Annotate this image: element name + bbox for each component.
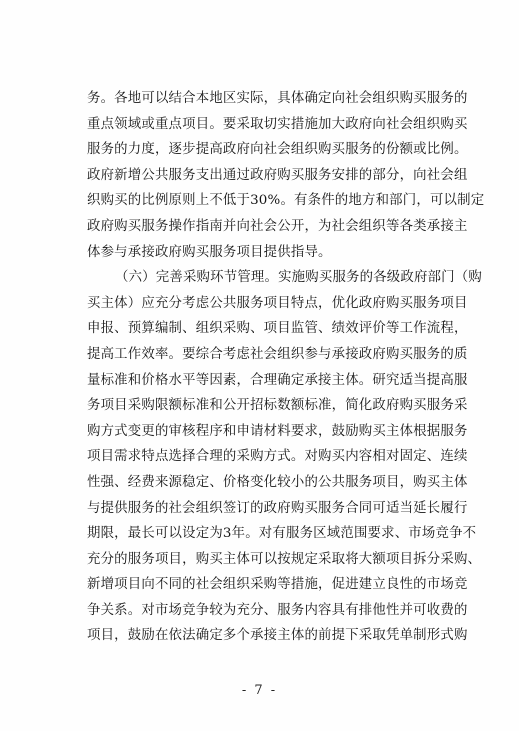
text-line: 提高工作效率。要综合考虑社会组织参与承接政府购买服务的质 xyxy=(87,346,468,362)
text-line: 重点领域或重点项目。要采取切实措施加大政府向社会组织购买 xyxy=(87,116,468,132)
section-heading-line: （六）完善采购环节管理。实施购买服务的各级政府部门（购 xyxy=(115,270,482,286)
text-line: 买主体）应充分考虑公共服务项目特点，优化政府购买服务项目 xyxy=(87,295,468,311)
text-line: 服务的力度，逐步提高政府向社会组织购买服务的份额或比例。 xyxy=(87,142,468,158)
text-line: 性强、经费来源稳定、价格变化较小的公共服务项目，购买主体 xyxy=(87,474,468,490)
text-line: 项目，鼓励在依法确定多个承接主体的前提下采取凭单制形式购 xyxy=(87,628,468,644)
text-line: 申报、预算编制、组织采购、项目监管、绩效评价等工作流程， xyxy=(87,321,468,337)
text-line: 充分的服务项目，购买主体可以按规定采取将大额项目拆分采购、 xyxy=(87,551,482,567)
body-text xyxy=(87,86,485,649)
text-line: 政府新增公共服务支出通过政府购买服务安排的部分，向社会组 xyxy=(87,167,468,183)
text-line: 织购买的比例原则上不低于30%。有条件的地方和部门，可以制定 xyxy=(87,193,485,209)
text-line: 购方式变更的审核程序和申请材料要求，鼓励购买主体根据服务 xyxy=(87,423,468,439)
text-line: 政府购买服务操作指南并向社会公开，为社会组织等各类承接主 xyxy=(87,218,468,234)
text-line: 量标准和价格水平等因素，合理确定承接主体。研究适当提高服 xyxy=(87,372,468,388)
text-line: 务项目采购限额标准和公开招标数额标准，简化政府购买服务采 xyxy=(87,398,468,414)
text-line: 新增项目向不同的社会组织采购等措施，促进建立良性的市场竞 xyxy=(87,577,468,593)
text-line: 期限，最长可以设定为3年。对有服务区域范围要求、市场竞争不 xyxy=(87,526,477,542)
page-number: - 7 - xyxy=(241,683,278,698)
text-line: 与提供服务的社会组织签订的政府购买服务合同可适当延长履行 xyxy=(87,500,468,516)
text-line: 务。各地可以结合本地区实际，具体确定向社会组织购买服务的 xyxy=(87,91,468,106)
text-line: 体参与承接政府购买服务项目提供指导。 xyxy=(87,244,332,260)
text-line: 项目需求特点选择合理的采购方式。对购买内容相对固定、连续 xyxy=(87,449,468,465)
text-line: 争关系。对市场竞争较为充分、服务内容具有排他性并可收费的 xyxy=(87,602,468,618)
